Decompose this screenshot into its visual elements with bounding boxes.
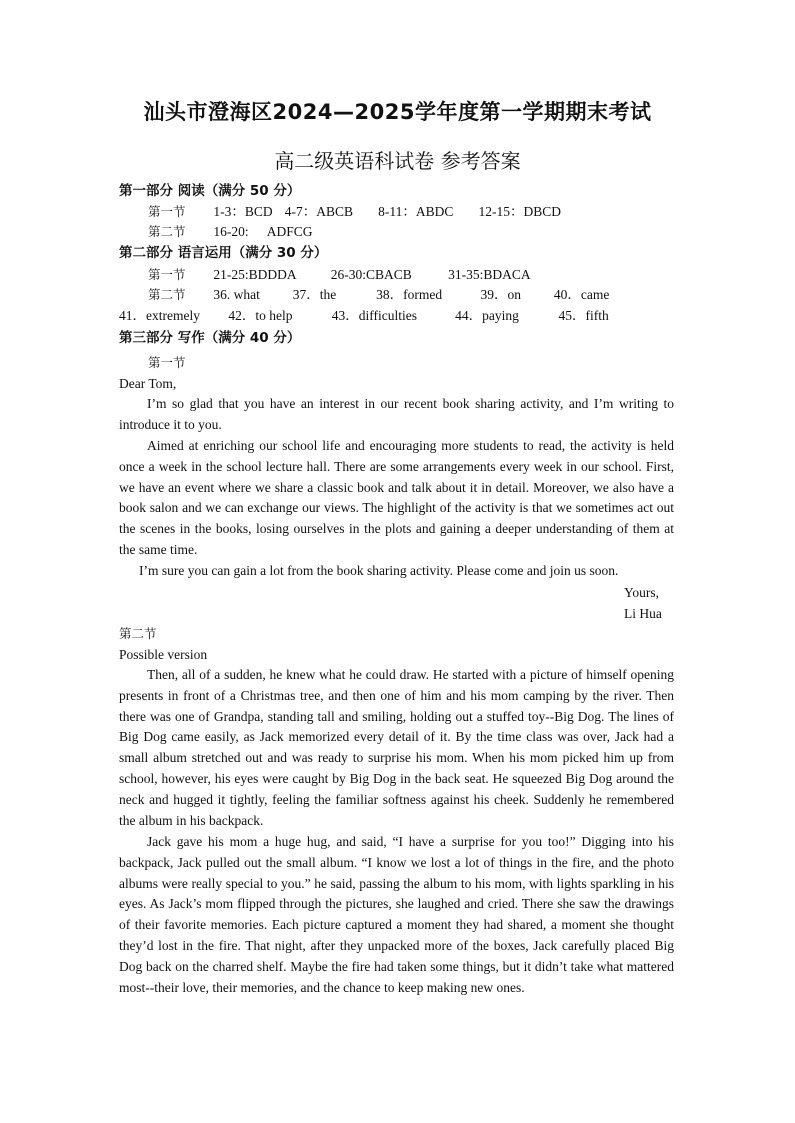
part1-section1-row bbox=[148, 204, 561, 220]
fill-answer: 41．extremely bbox=[119, 308, 200, 323]
fill-answer: 44．paying bbox=[455, 308, 519, 323]
part1-section2-row bbox=[148, 224, 313, 240]
fill-answer: 38．formed bbox=[376, 287, 443, 302]
page-subtitle: 高二级英语科试卷 参考答案 bbox=[274, 149, 521, 173]
letter-paragraph-text: Aimed at enriching our school life and encouraging more students to read, the activity is held once a week in the school lecture hall. There are some arrangements every week in our school. First, we have an event where we share a classic book and talk about it in detail. Moreover, we also have a book salon and we can exchange our views. The highlight of the activity is that we sometimes act out the scenes in the books, losing ourselves in the plots and gaining a deeper understanding of them at the same time. bbox=[119, 438, 674, 557]
answer-group: 8-11：ABDC bbox=[378, 204, 454, 219]
page-title: 汕头市澄海区2024—2025学年度第一学期期末考试 bbox=[143, 100, 652, 124]
answer-group: 21-25:BDDDA bbox=[213, 267, 297, 282]
letter-paragraph bbox=[119, 394, 674, 436]
answer-group: ADFCG bbox=[266, 224, 313, 239]
fill-answer: 37．the bbox=[292, 287, 337, 302]
letter-paragraph-text: I’m so glad that you have an interest in our recent book sharing activity, and I’m writing to introduce it to you. bbox=[119, 396, 674, 432]
story-paragraph bbox=[119, 665, 674, 831]
section-label: 第一节 bbox=[148, 267, 186, 282]
fill-answer: 43．difficulties bbox=[331, 308, 417, 323]
fill-answer: 42．to help bbox=[228, 308, 293, 323]
section-label: 第一节 bbox=[148, 204, 186, 219]
answer-group: 31-35:BDACA bbox=[448, 267, 531, 282]
part2-heading: 第二部分 语言运用（满分 30 分） bbox=[119, 245, 328, 261]
answer-group: 12-15：DBCD bbox=[478, 204, 562, 219]
part1-heading: 第一部分 阅读（满分 50 分） bbox=[119, 183, 301, 199]
fill-answer: 39．on bbox=[480, 287, 521, 302]
letter-paragraph-text: I’m sure you can gain a lot from the book sharing activity. Please come and join us soon. bbox=[139, 563, 619, 578]
story-paragraph-text: Then, all of a sudden, he knew what he could draw. He started with a picture of himself opening presents in front of a Christmas tree, and then one of him and his mom camping by the river. Then there was one of Grandpa, standing tall and smiling, holding out a stuffed toy--Big Dog. The lines of Big Dog came easily, as Jack memorized every detail of it. By the time class was over, Jack had a small album stretched out and was ready to surprise his mom. When his mom picked him up from school, however, his eyes were caught by Big Dog in the back seat. He squeezed Big Dog around the neck and hugged it tightly, feeling the familiar softness against his cheek. Suddenly he remembered the album in his backpack. bbox=[119, 667, 674, 828]
letter-paragraph bbox=[119, 561, 674, 582]
letter-signature: Li Hua bbox=[624, 606, 662, 621]
version-label: Possible version bbox=[119, 647, 208, 662]
part3-heading: 第三部分 写作（满分 40 分） bbox=[119, 330, 301, 346]
section-label: 第二节 bbox=[148, 224, 186, 239]
section-label: 第二节 bbox=[148, 287, 186, 302]
section-label: 第一节 bbox=[148, 355, 186, 370]
part2-section2-row2 bbox=[119, 308, 609, 324]
part2-section2-row1 bbox=[148, 287, 609, 303]
fill-answer: 36. what bbox=[213, 287, 260, 302]
answer-group: 1-3：BCD bbox=[213, 204, 273, 219]
answer-group: 26-30:CBACB bbox=[330, 267, 412, 282]
letter-closing: Yours, bbox=[624, 585, 660, 600]
section-label: 第二节 bbox=[119, 626, 157, 641]
fill-answer: 45．fifth bbox=[558, 308, 609, 323]
fill-answer: 40．came bbox=[553, 287, 610, 302]
story-paragraph-text: Jack gave his mom a huge hug, and said, “I have a surprise for you too!” Digging into his backpack, Jack pulled out the small album. “I know we lost a lot of things in the fire, and the photo albums were really special to you.” he said, passing the album to his mom, with lights sparkling in his eyes. As Jack’s mom flipped through the pictures, she laughed and cried. There she saw the drawings of their favorite memories. Each picture captured a moment they had shared, a moment she thought they’d lost in the fire. That night, after they unpacked more of the boxes, Jack carefully placed Big Dog back on the charred shelf. Maybe the fire had taken some things, but it didn’t take what mattered most--their love, their memories, and the chance to keep making new ones. bbox=[119, 834, 674, 995]
letter-salutation: Dear Tom, bbox=[119, 376, 177, 391]
story-paragraph bbox=[119, 832, 674, 998]
answer-group: 4-7：ABCB bbox=[284, 204, 354, 219]
part2-section1-row bbox=[148, 267, 531, 283]
letter-paragraph bbox=[119, 436, 674, 561]
answer-range: 16-20: bbox=[213, 224, 249, 239]
